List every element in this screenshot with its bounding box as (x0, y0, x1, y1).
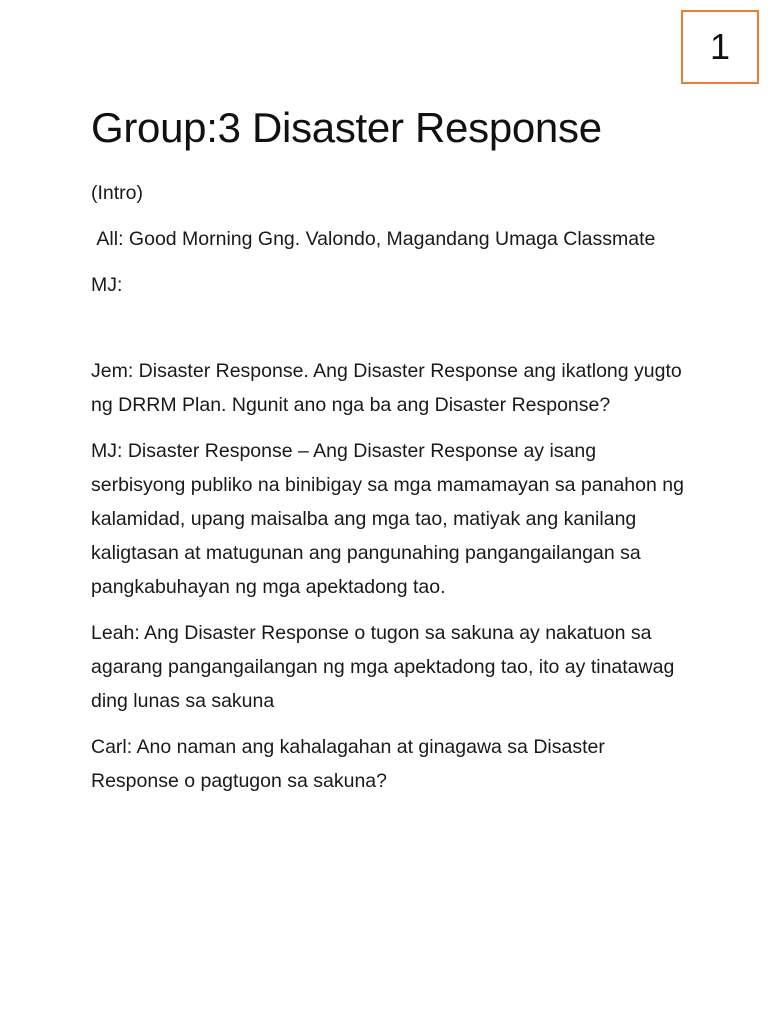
page-number: 1 (709, 26, 731, 67)
paragraph-carl: Carl: Ano naman ang kahalagahan at ginagawa sa Disaster Response o pagtugon sa sakuna? (91, 736, 605, 792)
document-body (91, 100, 691, 798)
page-number-box (681, 10, 759, 84)
paragraph-intro: (Intro) (91, 182, 144, 204)
paragraph-jem: Jem: Disaster Response. Ang Disaster Response ang ikatlong yugto ng DRRM Plan. Ngunit ano nga ba ang Disaster Response? (91, 360, 682, 416)
paragraph-leah: Leah: Ang Disaster Response o tugon sa sakuna ay nakatuon sa agarang pangangailangan ng mga apektadong tao, ito ay tinatawag ding lunas sa sakuna (91, 622, 675, 712)
paragraph-mj-empty: MJ: (91, 274, 123, 296)
document-title: Group:3 Disaster Response (91, 104, 602, 151)
paragraph-all-greeting-text: All: Good Morning Gng. Valondo, Magandang Umaga Classmate (96, 228, 656, 250)
paragraph-all-greeting (91, 222, 691, 256)
paragraph-mj-definition: MJ: Disaster Response – Ang Disaster Response ay isang serbisyong publiko na binibigay sa mga mamamayan sa panahon ng kalamidad, upang maisalba ang mga tao, matiyak ang kanilang kaligtasan at matugunan ang pangunahing pangangailangan sa pangkabuhayan ng mga apektadong tao. (91, 440, 684, 598)
